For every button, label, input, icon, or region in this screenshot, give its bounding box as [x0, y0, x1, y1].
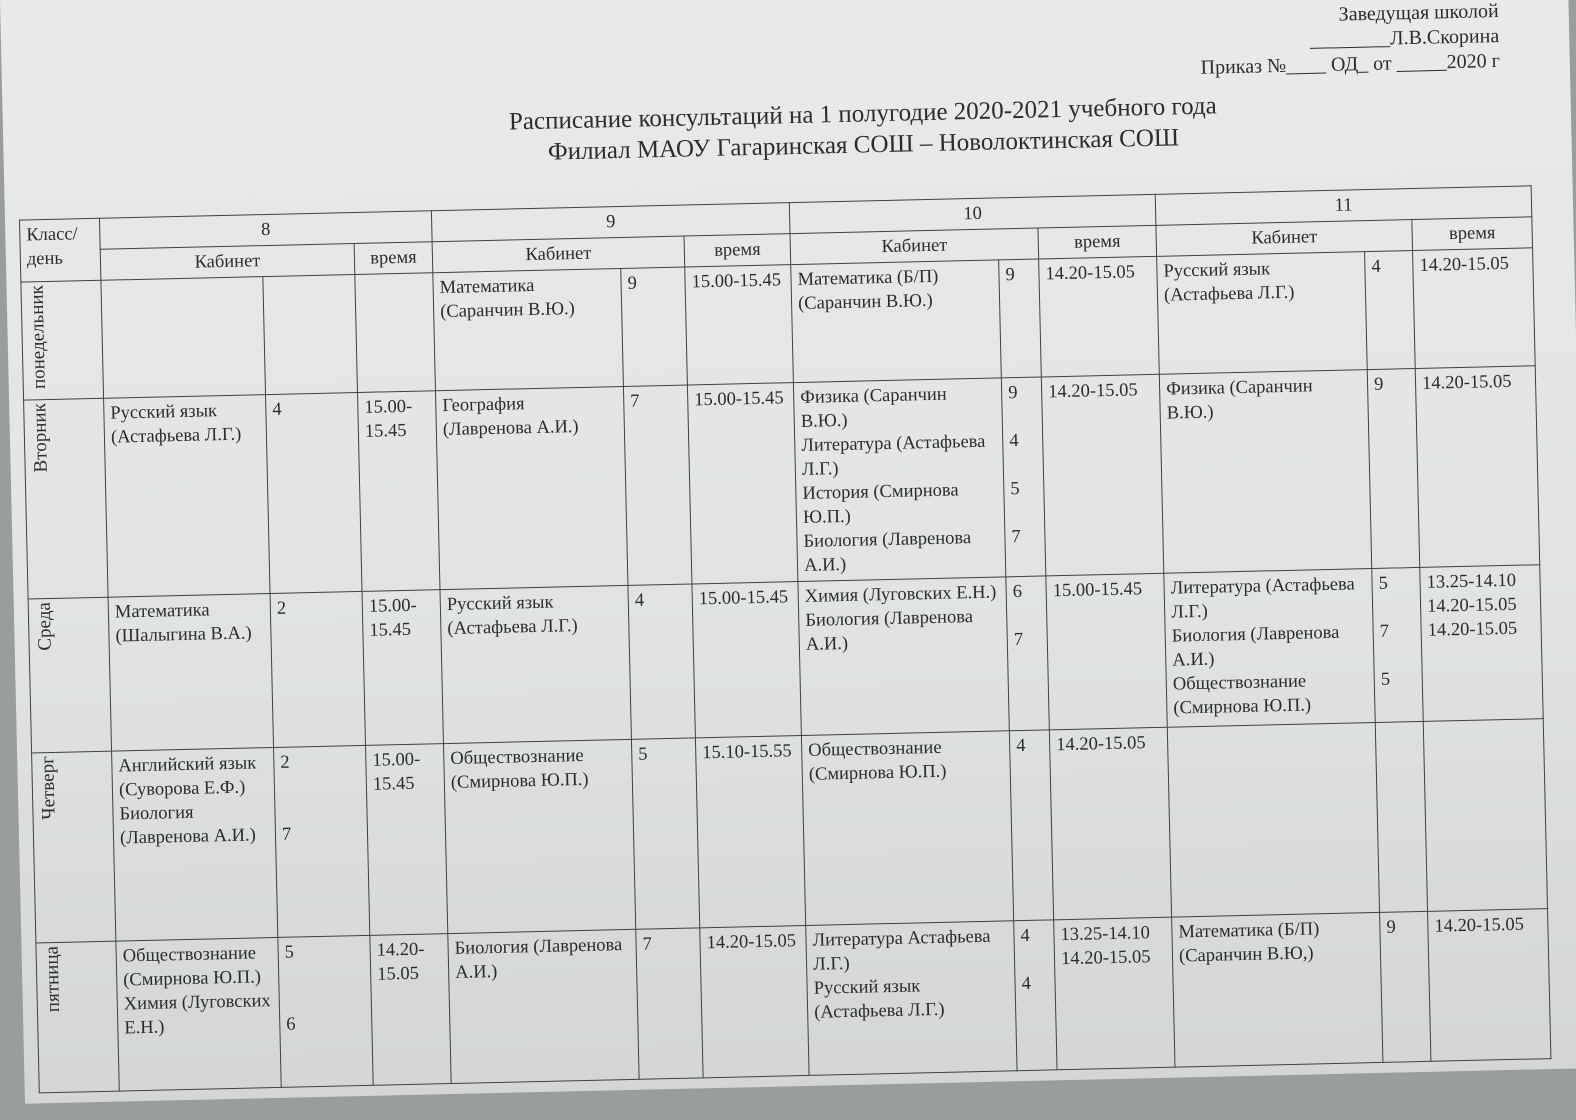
- cabinet-cell: 4: [266, 392, 362, 593]
- subject-entry: Химия (Луговских Е.Н.): [804, 582, 997, 607]
- subject-entry: Биология (Лавренова А.И.): [119, 802, 256, 849]
- cabinet-entry: 6: [1012, 581, 1023, 603]
- time-entry: 13.25-14.10: [1060, 922, 1151, 946]
- header-cabinet-10: Кабинет: [790, 228, 1039, 265]
- subject-entry: Обществознание (Смирнова Ю.П.): [1172, 671, 1312, 719]
- cell-empty: [1375, 721, 1427, 912]
- cabinet-cell: [1006, 576, 1049, 731]
- cabinet-cell: [1014, 920, 1057, 1071]
- subject-entry: Биология (Лавренова А.И.): [1171, 622, 1340, 671]
- time-cell: [1054, 917, 1175, 1070]
- cell-empty: [263, 275, 358, 395]
- day-label: Среда: [33, 601, 56, 651]
- cabinet-cell: 4: [628, 584, 695, 739]
- header-grade-8: 8: [99, 211, 432, 250]
- time-cell: 15.00-15.45: [692, 581, 801, 737]
- subject-entry: Химия (Луговских Е.Н.): [123, 990, 271, 1039]
- subject-cell: Математика (Шалыгина В.А.): [108, 593, 273, 751]
- cell-empty: [1423, 719, 1547, 912]
- subject-cell: Русский язык (Астафьева Л.Г.): [1157, 252, 1368, 375]
- cabinet-entry: 7: [1379, 621, 1390, 642]
- subject-cell: Физика (Саранчин В.Ю.): [1159, 369, 1371, 573]
- day-cell: [32, 751, 116, 943]
- header-class-day: Класс/ день: [19, 218, 100, 282]
- cabinet-entry: 5: [1378, 573, 1389, 594]
- cabinet-cell: [278, 935, 373, 1087]
- cabinet-cell: 5: [631, 738, 699, 929]
- table-row-tuesday: [24, 366, 1540, 599]
- day-label: пятница: [41, 945, 64, 1013]
- time-entry: 13.25-14.10: [1426, 570, 1517, 593]
- cabinet-entry: 4: [1020, 925, 1031, 946]
- time-cell: [1420, 565, 1543, 722]
- subject-entry: Литература Астафьева Л.Г.): [812, 926, 991, 975]
- subject-cell: Математика (Саранчин В.Ю.): [433, 268, 624, 390]
- approval-position: Заведущая школой: [1338, 0, 1499, 26]
- subject-cell: Математика (Б/П) (Саранчин В.Ю,): [1172, 912, 1383, 1067]
- header-cabinet-8: Кабинет: [100, 244, 355, 281]
- cabinet-entry: 6: [286, 1014, 296, 1035]
- cabinet-entry: 4: [1009, 430, 1019, 452]
- day-label: Вторник: [29, 402, 52, 473]
- subject-cell: Биология (Лавренова А.И.): [448, 929, 639, 1083]
- time-cell: 14.20-15.05: [1415, 366, 1540, 568]
- approval-order: Приказ №____ ОД_ от _____2020 г: [1200, 49, 1501, 79]
- time-cell: 14.20-15.05: [1041, 374, 1163, 576]
- cabinet-cell: 4: [1365, 251, 1416, 370]
- day-cell: [21, 280, 104, 400]
- time-entry: 14.20-15.05: [1426, 594, 1517, 617]
- subject-cell: Русский язык (Астафьева Л.Г.): [104, 394, 270, 597]
- subject-cell: Математика (Б/П) (Саранчин В.Ю.): [791, 260, 1002, 383]
- header-grade-9: 9: [431, 203, 790, 242]
- day-label: Четверг: [37, 755, 60, 820]
- cabinet-cell: 9: [621, 267, 688, 386]
- title-line-1: Расписание консультаций на 1 полугодие 2020-2021 учебного года: [508, 92, 1217, 136]
- cabinet-entry: 7: [1013, 629, 1024, 651]
- time-cell: 14.20-15.05: [1413, 248, 1536, 369]
- cabinet-cell: 7: [636, 928, 703, 1079]
- header-cabinet-9: Кабинет: [432, 236, 685, 273]
- cabinet-entry: 5: [1010, 478, 1020, 500]
- time-cell: 15.00-15.45: [1046, 573, 1167, 730]
- subject-entry: Русский язык (Астафьева Л.Г.): [813, 976, 945, 1023]
- subject-cell: [112, 747, 278, 941]
- document-title: [3, 79, 1576, 180]
- header-grade-11: 11: [1155, 186, 1532, 226]
- time-cell: 14.20-15.05: [1039, 256, 1160, 376]
- time-cell: 15.00-15.45: [362, 590, 444, 746]
- day-label: понедельник: [26, 284, 50, 390]
- header-time-10: время: [1038, 225, 1157, 259]
- cabinet-cell: [1001, 377, 1046, 577]
- subject-cell: Обществознание (Смирнова Ю.П.): [444, 739, 636, 933]
- cabinet-cell: 7: [623, 385, 691, 585]
- cell-empty: [101, 277, 266, 398]
- time-cell: 14.20-15.05: [700, 925, 809, 1077]
- subject-cell: Русский язык (Астафьева Л.Г.): [440, 585, 631, 743]
- time-cell: 15.00-15.45: [357, 391, 440, 592]
- time-entry: 14.20-15.05: [1060, 946, 1151, 970]
- subject-cell: [793, 378, 1005, 582]
- title-line-2: Филиал МАОУ Гагаринская СОШ – Новолоктинская СОШ: [547, 124, 1180, 166]
- time-cell: 14.20-15.05: [370, 933, 451, 1085]
- cabinet-entry: 5: [1380, 669, 1391, 690]
- subject-entry: История (Смирнова Ю.П.): [802, 480, 959, 528]
- time-entry: 14.20-15.05: [1427, 618, 1518, 641]
- subject-entry: Английский язык (Суворова Е.Ф.): [118, 753, 257, 801]
- header-grade-10: 10: [789, 194, 1156, 233]
- approval-block: [1199, 0, 1500, 81]
- cabinet-cell: 9: [1380, 911, 1431, 1062]
- cabinet-cell: [1372, 567, 1423, 722]
- day-cell: [24, 398, 108, 599]
- time-cell: 14.20-15.05: [1049, 727, 1171, 920]
- cabinet-cell: 9: [999, 259, 1042, 378]
- time-cell: 15.00-15.45: [687, 382, 798, 583]
- subject-entry: Обществознание (Смирнова Ю.П.): [122, 943, 262, 991]
- time-cell: 14.20-15.05: [1428, 908, 1551, 1061]
- subject-cell: География (Лавренова А.И.): [436, 386, 628, 589]
- cabinet-cell: 9: [1367, 368, 1420, 568]
- subject-cell: [1164, 568, 1375, 727]
- subject-cell: [798, 577, 1009, 736]
- subject-entry: Биология (Лавренова А.И.): [805, 606, 974, 655]
- header-time-9: время: [684, 234, 791, 267]
- subject-entry: Литература (Астафьева Л.Г.): [1170, 574, 1355, 623]
- time-cell: 15.10-15.55: [695, 735, 805, 927]
- header-time-8: время: [354, 242, 433, 275]
- cabinet-entry: 7: [281, 824, 292, 845]
- cabinet-entry: 9: [1008, 382, 1018, 404]
- subject-cell: [116, 937, 281, 1091]
- subject-entry: Литература (Астафьева Л.Г.): [801, 431, 986, 480]
- subject-entry: Биология (Лавренова А.И.): [803, 527, 972, 576]
- time-cell: 15.00-15.45: [685, 265, 794, 385]
- header-time-11: время: [1412, 217, 1533, 251]
- schedule-table: [19, 185, 1552, 1093]
- cabinet-cell: 2: [270, 591, 365, 747]
- subject-entry: Физика (Саранчин В.Ю.): [800, 384, 947, 432]
- cabinet-entry: 2: [280, 752, 290, 773]
- day-cell: [36, 941, 119, 1093]
- table-row-thursday: [32, 719, 1548, 943]
- cell-empty: [1167, 722, 1379, 917]
- cell-empty: [355, 273, 436, 393]
- time-cell: 15.00-15.45: [366, 743, 448, 935]
- header-cabinet-11: Кабинет: [1156, 220, 1413, 257]
- day-cell: [28, 597, 111, 753]
- cabinet-entry: 7: [1011, 526, 1021, 548]
- subject-cell: Обществознание (Смирнова Ю.П.): [801, 731, 1013, 926]
- cabinet-cell: [274, 745, 370, 937]
- cabinet-entry: 5: [284, 942, 295, 963]
- approval-signature: ________Л.В.Скорина: [1309, 24, 1500, 52]
- cabinet-entry: 4: [1021, 973, 1032, 994]
- subject-cell: [806, 921, 1017, 1076]
- cabinet-cell: 4: [1009, 730, 1053, 921]
